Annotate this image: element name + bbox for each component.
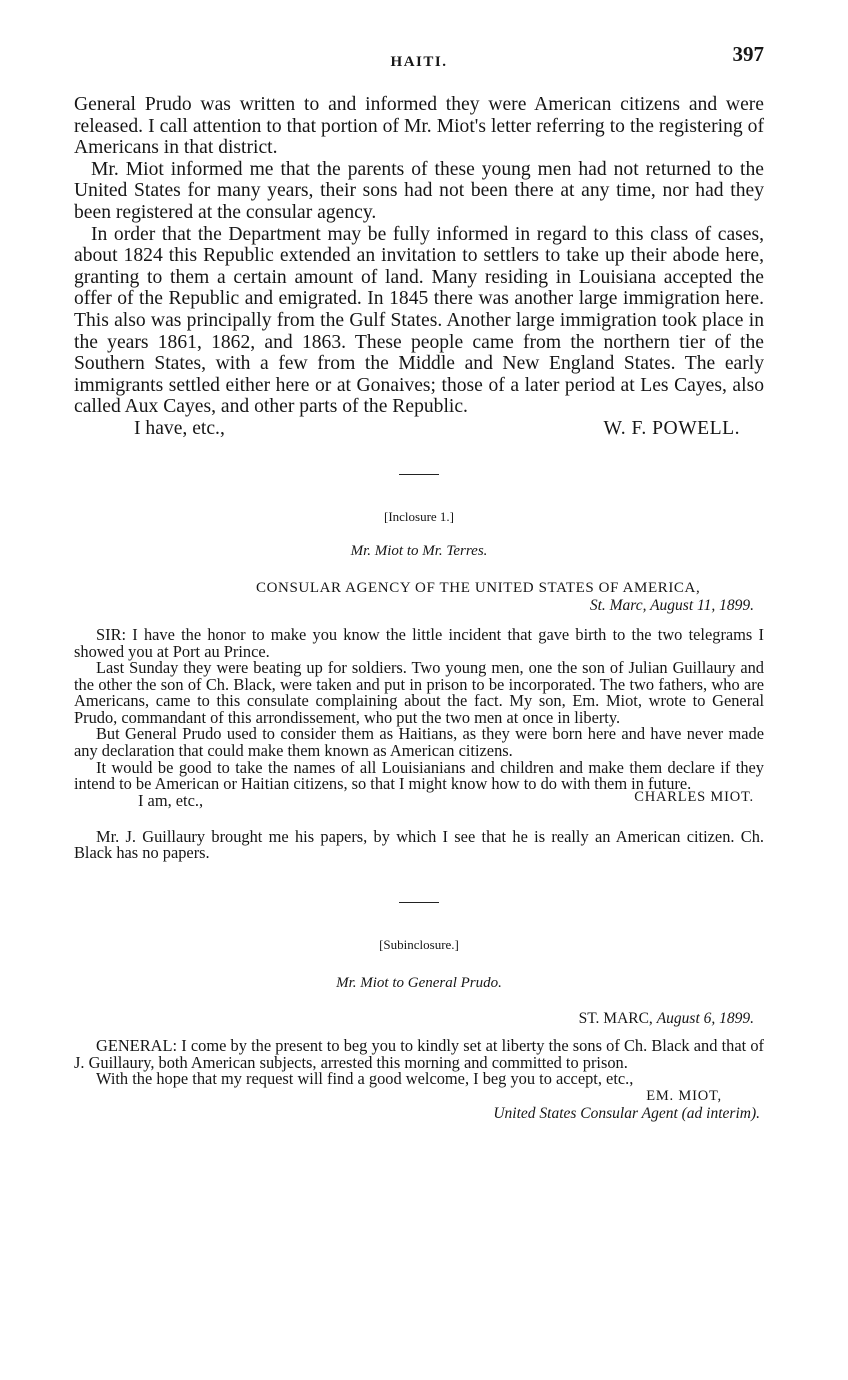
page-header (74, 40, 764, 80)
letter-paragraph: In order that the Department may be fully informed in regard to this class of cases, about 1824 this Republic extended an invitation to settlers to take up their abode here, granting to them a certain amount of land. Many residing in Louisiana accepted the offer of the Republic and emigrated. In 1845 there was another large immigration here. This also was principally from the Gulf States. Another large immigration took place in the years 1861, 1862, and 1863. These people came from the northern tier of the Southern States, with a few from the Middle and New England States. The early immigrants settled either here or at Gonaives; those of a later period at Les Cayes, also called Aux Cayes, and other parts of the Republic. (74, 223, 764, 418)
section-divider (399, 902, 439, 903)
letter-paragraph: General Prudo was written to and informed they were American citizens and were released. I call attention to that portion of Mr. Miot's letter referring to the registering of Americans in that district. (74, 94, 764, 159)
inclosure-closing: I am, etc., (138, 790, 204, 810)
inclosure-paragraph: Last Sunday they were beating up for soldiers. Two young men, one the son of Julian Guillaury and the other the son of Ch. Black, were taken and put in prison to be incorporated. The two fathers, who are Americans, came to this consulate complaining about the fact. My son, Em. Miot, wrote to General Prudo, commandant of this arrondissement, who put the two men at once in liberty. (74, 658, 764, 727)
subinclosure-heading: Mr. Miot to General Prudo. (336, 975, 502, 992)
letter-body (74, 94, 764, 418)
subinclosure-signer-title: United States Consular Agent (ad interim). (493, 1104, 760, 1122)
consular-agency-line: CONSULAR AGENCY OF THE UNITED STATES OF AMERICA, (256, 579, 701, 596)
document-page (74, 40, 764, 1123)
inclosure-paragraph (74, 624, 764, 661)
letter-signoff (74, 418, 764, 442)
inclosure-signoff (74, 788, 764, 813)
subinclosure-place: ST. MARC, (578, 1010, 653, 1028)
subinclosure-paragraph: With the hope that my request will find a good welcome, I beg you to accept, etc., (96, 1069, 634, 1089)
subinclosure-date (74, 1010, 764, 1028)
inclosure-label: [Inclosure 1.] (383, 508, 455, 524)
inclosure-heading: Mr. Miot to Mr. Terres. (350, 542, 488, 559)
subinclosure-paragraph (74, 1038, 764, 1071)
letter-paragraph: Mr. Miot informed me that the parents of these young men had not returned to the United States for many years, their sons had not been there at any time, nor had they been registered at the consular agency. (74, 158, 764, 223)
inclosure-body (74, 624, 764, 794)
inclosure-date: St. Marc, August 11, 1899. (589, 596, 754, 614)
letter-signature: W. F. POWELL. (603, 417, 740, 439)
inclosure-paragraph: But General Prudo used to consider them as Haitians, as they were born here and have never made any declaration that could make them known as American citizens. (74, 724, 764, 761)
postscript-paragraph: Mr. J. Guillaury brought me his papers, by which I see that he is really an American citizen. Ch. Black has no papers. (74, 826, 764, 863)
page-number: 397 (732, 42, 764, 66)
inclosure-paragraph: It would be good to take the names of all Louisianians and children and make them declare if they intend to be American or Haitian citizens, so that I might know how to do with them in future. (74, 757, 764, 794)
subinclosure-date-text: August 6, 1899. (656, 1010, 754, 1028)
inclosure-signature: CHARLES MIOT. (634, 788, 754, 805)
postscript (74, 826, 764, 863)
running-title: HAITI. (390, 54, 448, 70)
salutation: SIR: (96, 624, 127, 644)
subinclosure-paragraph-text: I come by the present to beg you to kindly set at liberty the sons of Ch. Black and that of J. Guillaury, both American subjects, arrested this morning and committed to prison. (74, 1036, 764, 1072)
salutation: GENERAL: (96, 1036, 178, 1056)
subinclosure-signature: EM. MIOT, (646, 1087, 722, 1104)
subinclosure-body (74, 1038, 764, 1088)
section-divider (399, 474, 439, 475)
inclosure-paragraph-text: I have the honor to make you know the little incident that gave birth to the two telegrams I showed you at Port au Prince. (74, 624, 764, 661)
subinclosure-label: [Subinclosure.] (379, 937, 459, 953)
letter-closing: I have, etc., (134, 417, 225, 439)
